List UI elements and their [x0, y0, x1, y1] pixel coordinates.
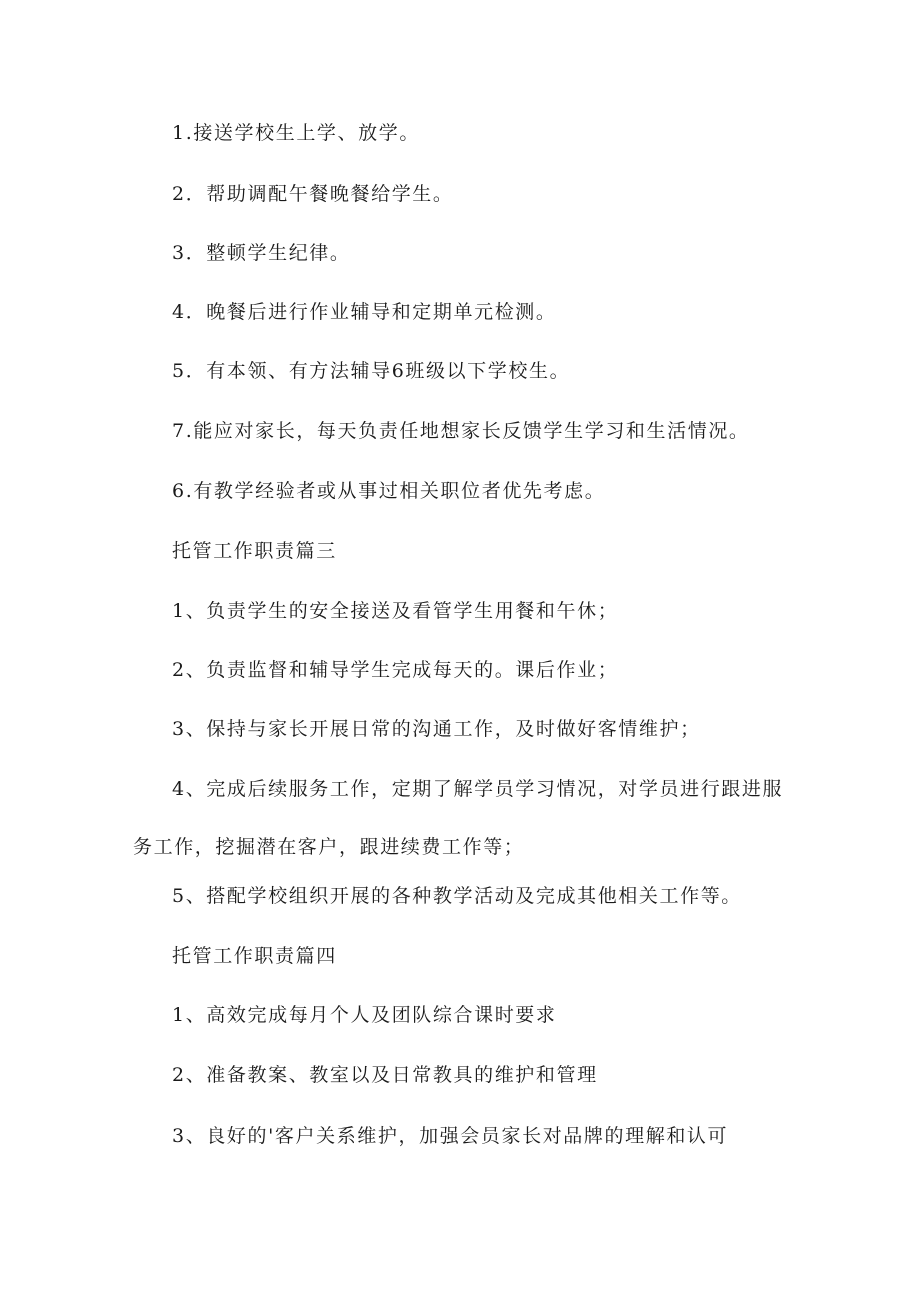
duty-item-4: 4．晚餐后进行作业辅导和定期单元检测。: [172, 301, 557, 323]
part-four-item-3: 3、良好的'客户关系维护，加强会员家长对品牌的理解和认可: [172, 1125, 729, 1147]
part-three-item-3: 3、保持与家长开展日常的沟通工作，及时做好客情维护；: [172, 718, 701, 740]
part-three-item-1: 1、负责学生的安全接送及看管学生用餐和午休；: [172, 600, 619, 622]
duty-item-7: 7.能应对家长，每天负责任地想家长反馈学生学习和生活情况。: [172, 420, 750, 442]
part-four-item-1: 1、高效完成每月个人及团队综合课时要求: [172, 1004, 557, 1026]
duty-item-3: 3．整顿学生纪律。: [172, 242, 351, 264]
part-three-item-5: 5、搭配学校组织开展的各种教学活动及完成其他相关工作等。: [172, 885, 742, 907]
part-three-item-2: 2、负责监督和辅导学生完成每天的。课后作业；: [172, 659, 619, 681]
part-three-item-4: 4、完成后续服务工作，定期了解学员学习情况，对学员进行跟进服务工作，挖掘潜在客户，跟进续费工作等；: [133, 778, 784, 858]
duty-item-6: 6.有教学经验者或从事过相关职位者优先考虑。: [172, 480, 606, 502]
section-heading-part-four: 托管工作职责篇四: [172, 945, 337, 967]
section-heading-part-three: 托管工作职责篇三: [172, 540, 337, 562]
duty-item-2: 2．帮助调配午餐晚餐给学生。: [172, 183, 454, 205]
duty-item-5: 5．有本领、有方法辅导6班级以下学校生。: [172, 360, 571, 382]
duty-item-1: 1.接送学校生上学、放学。: [172, 122, 420, 144]
part-four-item-2: 2、准备教案、教室以及日常教具的维护和管理: [172, 1064, 598, 1086]
